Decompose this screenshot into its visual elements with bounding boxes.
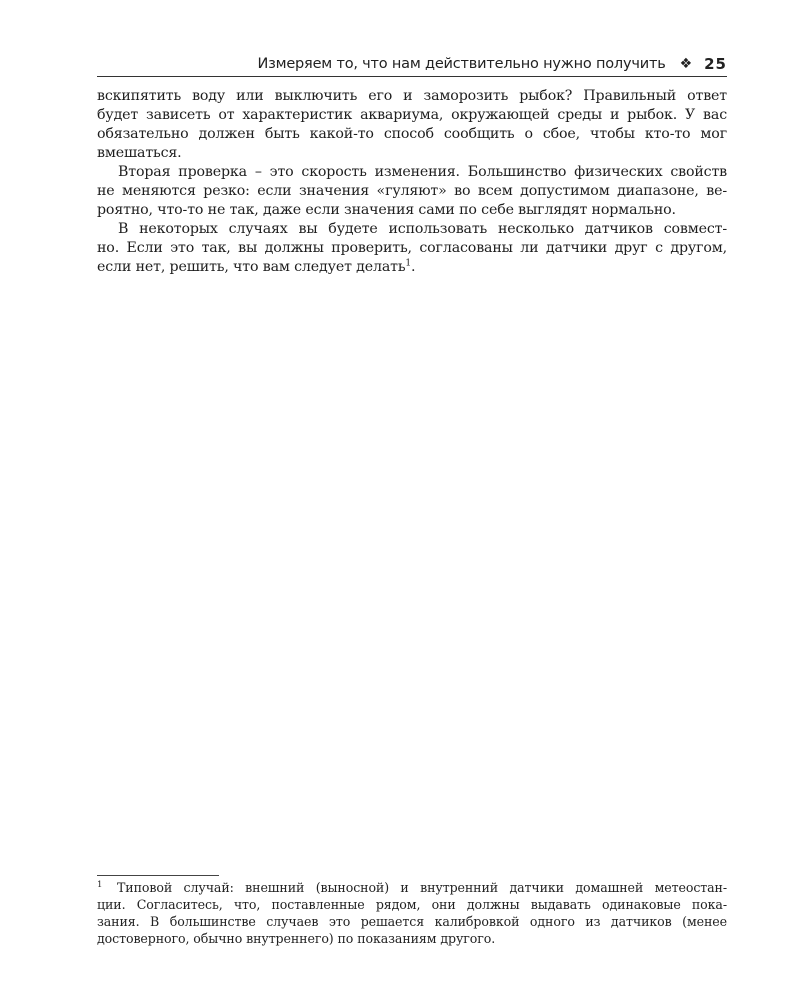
body-text (97, 87, 727, 277)
footnote-line: достоверного, обычно внутреннего) по показаниям другого. (97, 931, 496, 946)
footnote-line: зания. В большинстве случаев это решается калибровкой одного из датчиков (менее (97, 914, 727, 929)
text-line: будет зависеть от характеристик аквариума, окружающей среды и рыбок. У вас (97, 107, 727, 123)
running-header (97, 53, 727, 75)
text-line: но. Если это так, вы должны проверить, согласованы ли датчики друг с другом, (97, 240, 727, 256)
footnote-divider (97, 875, 219, 876)
text-line: В некоторых случаях вы будете использовать несколько датчиков совмест- (118, 221, 727, 237)
chapter-title: Измеряем то, что нам действительно нужно получить (257, 56, 666, 72)
text-line-with-footnote: если нет, решить, что вам следует делать$^1$. (97, 258, 416, 275)
footnote-line: ции. Согласитесь, что, поставленные рядом, они должны выдавать одинаковые пока- (97, 897, 727, 912)
text-line: не меняются резко: если значения «гуляют» во всем допустимом диапазоне, ве- (97, 183, 727, 199)
text-line: обязательно должен быть какой-то способ сообщить о сбое, чтобы кто-то мог (97, 126, 727, 142)
footnote-reference[interactable]: 1 (405, 258, 411, 269)
text-line: вскипятить воду или выключить его и заморозить рыбок? Правильный ответ (97, 88, 727, 104)
text-line-content: если нет, решить, что вам следует делать (97, 259, 406, 275)
text-line: Вторая проверка – это скорость изменения. Большинство физических свойств (118, 164, 727, 180)
footnote-marker: 1 (97, 880, 103, 890)
text-line: роятно, что-то не так, даже если значения сами по себе выглядят нормально. (97, 202, 676, 218)
footnote (97, 879, 727, 947)
text-line: вмешаться. (97, 145, 182, 161)
header-divider (97, 76, 727, 77)
diamond-ornament-icon: ❖ (679, 56, 693, 72)
page-number: 25 (704, 55, 727, 73)
footnote-line: Типовой случай: внешний (выносной) и внутренний датчики домашней метеостан- (117, 880, 727, 895)
